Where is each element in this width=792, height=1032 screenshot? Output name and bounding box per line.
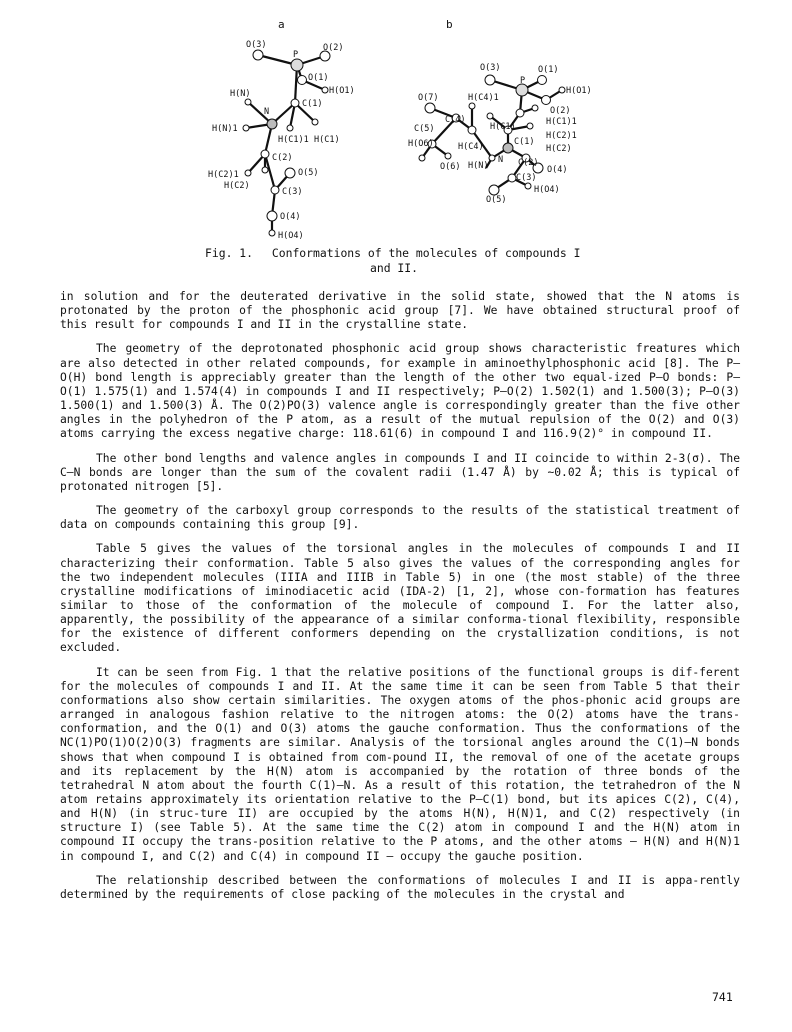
atom-label: O(4) — [280, 212, 301, 222]
atom-label: O(2) — [323, 43, 344, 53]
atom-label: H(C1) — [490, 122, 516, 132]
atom-label: H(C2)1 — [208, 170, 239, 180]
paragraph: It can be seen from Fig. 1 that the relative positions of the functional groups is dif-ferent for the molecules of compounds I and II. At the same time it can be seen from Table 5 that their conformations also show certain similarities. The oxygen atoms of the phos-phonic acid groups are arranged in analogous fashion relative to the nitrogen atoms: the O(2) atoms have the trans-conformation, and the O(1) and O(3) atoms the gauche conformation. Thus the conformations of the NC(1)PO(1)O(2)O(3) fragments are similar. Analysis of the torsional angles around the C(1)—N bonds shows that when compound I is obtained from com-pound II, the removal of one of the acetate groups and its replacement by the H(N) atom is accompanied by the rotation of three bonds of the tetrahedral N atom about the fourth C(1)—N. As a result of this rotation, the tetrahedron of the N atom retains approximately its orientation relative to the P—C(1) bond, but its apices C(2), C(4), and H(N) (in struc-ture II) are occupied by the atoms H(N), H(N)1, and C(2) respectively (in structure I) (see Table 5). At the same time the C(2) atom in compound I and the H(N) atom in compound II occupy the trans-position relative to the P atoms, and the other atoms — H(N) and H(N)1 in compound I, and C(2) and C(4) in compound II — occupy the gauche position. — [60, 665, 740, 863]
caption-label: Fig. 1. — [205, 246, 254, 260]
atom-label: N — [264, 107, 270, 117]
atom-label: H(N) — [230, 89, 251, 99]
paragraph: The relationship described between the conformations of molecules I and II is appa-rently determined by the requirements of close packing of the molecules in the crystal and — [60, 873, 740, 901]
atom-label: C(2) — [518, 158, 539, 168]
atom-label: O(6) — [440, 162, 461, 172]
atom-label: H(O4) — [534, 185, 560, 195]
paragraph: in solution and for the deuterated derivative in the solid state, showed that the N atoms is protonated by the proton of the phosphonic acid group [7]. We have obtained structural proof of this result for compounds I and II in the crystalline state. — [60, 290, 740, 332]
atom-label: P — [293, 50, 299, 60]
atom-label: H(C2) — [546, 144, 572, 154]
paragraph: The geometry of the deprotonated phosphonic acid group shows characteristic freatures which are also detected in other related compounds, for example in aminoethylphosphonic acid [8]. The P—O(H) bond length is appreciably greater than the length of the other two equal-ized P—O bonds: P—O(1) 1.575(1) and 1.574(4) in compounds I and II respectively; P—O(2) 1.502(1) and 1.500(3); P—O(3) 1.500(1) and 1.500(3) Å. The O(2)PO(3) valence angle is correspondingly greater than the five other angles in the polyhedron of the P atom, as a result of the mutual repulsion of the O(2) and O(3) atoms carrying the excess negative charge: 118.61(6) in compound I and 116.9(2)° in compound II. — [60, 342, 740, 441]
atom-label: H(N)1 — [212, 124, 238, 134]
figure-1 — [190, 18, 620, 278]
atom-label: H(C2)1 — [546, 131, 577, 141]
atom-label: O(3) — [246, 40, 267, 50]
molecule-diagrams — [190, 18, 620, 248]
figure-caption — [205, 246, 625, 276]
atom-label: N — [498, 155, 504, 165]
atom-label: O(5) — [298, 168, 319, 178]
atom-label: H(C1)1 — [546, 117, 577, 127]
panel-b-label: b — [446, 18, 453, 31]
panel-a-label: a — [278, 18, 285, 31]
atom-label: C(2) — [272, 153, 293, 163]
atom-label: O(1) — [308, 73, 329, 83]
atom-label: C(3) — [516, 173, 537, 183]
atom-label: C(1) — [514, 137, 535, 147]
paragraph: The geometry of the carboxyl group corresponds to the results of the statistical treatment of data on compounds containing this group [9]. — [60, 504, 740, 532]
atom-label: O(5) — [486, 195, 507, 205]
atom-label: H(O4) — [278, 231, 304, 241]
atom-label: H(C2) — [224, 181, 250, 191]
atom-label: H(N) — [468, 161, 489, 171]
atom-label: C(1) — [302, 99, 323, 109]
page-number: 741 — [712, 990, 733, 1004]
atom-label: P — [520, 76, 526, 86]
caption-text-line2: and II. — [370, 261, 419, 275]
atom-label: H(O1) — [566, 86, 592, 96]
atom-label: H(C4) — [458, 142, 484, 152]
atom-label: H(O6) — [408, 139, 434, 149]
molecule-b-labels — [408, 63, 592, 205]
atom-label: H(C1) — [314, 135, 340, 145]
atom-label: O(2) — [550, 106, 571, 116]
atom-label: O(3) — [480, 63, 501, 73]
paragraph: The other bond lengths and valence angles in compounds I and II coincide to within 2-3(σ). The C—N bonds are longer than the sum of the covalent radii (1.47 Å) by ~0.02 Å; this is typical of protonated nitrogen [5]. — [60, 451, 740, 493]
atom-label: C(3) — [282, 187, 303, 197]
atom-label: H(C4)1 — [468, 93, 499, 103]
molecule-a-labels — [208, 40, 355, 241]
caption-text: Conformations of the molecules of compounds I — [271, 246, 581, 260]
atom-label: O(7) — [418, 93, 439, 103]
atom-label: H(O1) — [329, 86, 355, 96]
atom-label: C(5) — [414, 124, 435, 134]
body-text — [60, 290, 740, 912]
atom-label: O(4) — [547, 165, 568, 175]
atom-label: H(C1)1 — [278, 135, 309, 145]
atom-label: C(4) — [445, 115, 466, 125]
atom-label: O(1) — [538, 65, 559, 75]
paragraph: Table 5 gives the values of the torsional angles in the molecules of compounds I and II characterizing their conformation. Table 5 also gives the values of the corresponding angles for the two independent molecules (IIIA and IIIB in Table 5) in one (the most stable) of the three crystalline modifications of iminodiacetic acid (IDA-2) [1, 2], whose con-formation has features similar to those of the conformation of the molecule of compound I. For the latter also, apparently, the possibility of the appearance of a similar conforma-tional flexibility, responsible for the existence of different conformers depending on the crystallization conditions, is not excluded. — [60, 542, 740, 655]
